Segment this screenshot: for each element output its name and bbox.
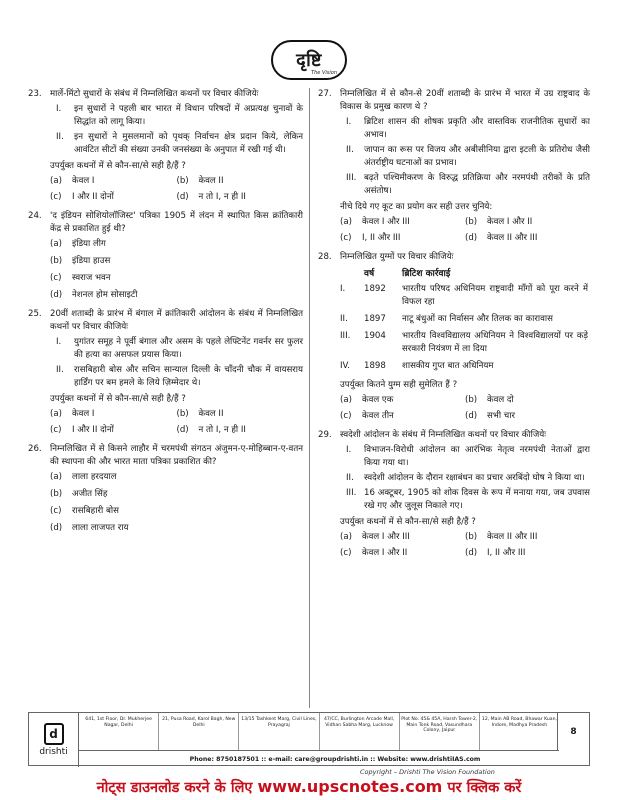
statement xyxy=(50,131,303,157)
pairs-row xyxy=(340,282,588,312)
option-a[interactable] xyxy=(50,238,303,251)
question-number: 25. xyxy=(28,309,42,319)
option-list xyxy=(50,238,303,302)
option-d[interactable] xyxy=(465,547,590,560)
option-c[interactable] xyxy=(50,505,303,518)
question-stem xyxy=(28,88,303,101)
option-list xyxy=(50,471,303,535)
statement-number: II. xyxy=(56,365,64,375)
question-stem xyxy=(318,251,590,264)
pair-action: भारतीय परिषद अधिनियम राष्ट्रवादी माँगों को पूरा करने में विफल रहा xyxy=(402,284,588,307)
column-divider xyxy=(309,88,310,708)
pairs-header-row xyxy=(340,267,588,282)
option-text: केवल II और III xyxy=(487,233,538,243)
option-text: इंडिया लीग xyxy=(72,239,106,249)
footer-address: 13/15 Tashkent Marg, Civil Lines, Prayagraj xyxy=(239,713,319,750)
statement-list xyxy=(50,103,303,157)
question-27 xyxy=(318,88,590,245)
question-stem xyxy=(28,443,303,469)
question-number: 28. xyxy=(318,252,332,262)
question-prompt: नीचे दिये गए कूट का प्रयोग कर सही उत्तर चुनिये: xyxy=(340,202,493,212)
question-26 xyxy=(28,443,303,535)
pairs-row xyxy=(340,312,588,329)
statement-text: युगांतर समूह ने पूर्वी बंगाल और असम के पहले लेफ्टिनेंट गवर्नर सर फुलर की हत्या का असफल प्रयास किया। xyxy=(74,337,303,360)
option-text: केवल I xyxy=(72,176,95,186)
question-text: निम्नलिखित में से कौन-से 20वीं शताब्दी के प्रारंभ में भारत में उग्र राष्ट्रवाद के विकास के प्रमुख कारण थे ? xyxy=(340,89,590,112)
question-28 xyxy=(318,251,590,423)
pair-action: शासकीय गुप्त बात अधिनियम xyxy=(402,361,494,371)
option-label: (b) xyxy=(176,409,189,419)
option-label: (c) xyxy=(340,548,352,558)
option-b[interactable] xyxy=(50,255,303,268)
question-prompt: उपर्युक्त कितने युग्म सही सुमेलित हैं ? xyxy=(340,380,458,390)
statement-number: III. xyxy=(346,173,357,183)
question-prompt: उपर्युक्त कथनों में से कौन-सा/से सही है/हैं ? xyxy=(340,517,476,527)
statement xyxy=(50,364,303,390)
option-label: (a) xyxy=(50,472,62,482)
statement-list xyxy=(50,336,303,390)
question-number: 27. xyxy=(318,89,332,99)
footer-logo-name: drishti xyxy=(39,747,68,757)
statement-number: II. xyxy=(346,473,354,483)
option-text: इंडिया हाउस xyxy=(72,256,111,266)
question-text: 20वीं शताब्दी के प्रारंभ में बंगाल में क्रांतिकारी आंदोलन के संबंध में निम्नलिखित कथनों पर विचार कीजियेः xyxy=(50,309,303,332)
footer-logo xyxy=(29,713,79,767)
option-label: (a) xyxy=(50,409,62,419)
option-label: (c) xyxy=(50,425,62,435)
option-list xyxy=(340,216,590,245)
option-text: केवल दो xyxy=(487,395,514,405)
footer-addresses xyxy=(79,713,559,751)
option-label: (a) xyxy=(340,532,352,542)
option-b[interactable] xyxy=(177,175,304,188)
pair-action: भारतीय विश्वविद्यालय अधिनियम ने विश्वविद्यालयों पर कड़े सरकारी नियंत्रण में ला दिया xyxy=(402,331,588,354)
option-d[interactable] xyxy=(465,410,590,423)
pair-number: II. xyxy=(340,314,348,324)
option-text: केवल I xyxy=(72,409,95,419)
pair-year: 1904 xyxy=(364,331,386,341)
option-d[interactable] xyxy=(177,191,304,204)
statement xyxy=(340,487,590,513)
pairs-table xyxy=(340,267,588,376)
question-stem xyxy=(318,88,590,114)
option-text: केवल एक xyxy=(362,395,394,405)
option-b[interactable] xyxy=(465,531,590,544)
statement xyxy=(50,336,303,362)
option-text: केवल I और III xyxy=(362,217,410,227)
statement-number: I. xyxy=(56,104,62,114)
option-c[interactable] xyxy=(340,410,465,423)
statement-text: ब्रिटिश शासन की शोषक प्रकृति और वास्तविक राजनीतिक सुधारों का अभाव। xyxy=(364,117,590,140)
question-24 xyxy=(28,210,303,302)
option-list xyxy=(50,408,303,437)
pairs-row xyxy=(340,329,588,359)
option-list xyxy=(340,394,590,423)
option-text: केवल I और III xyxy=(362,532,410,542)
option-label: (d) xyxy=(176,192,189,202)
statement-text: 16 अक्टूबर, 1905 को शोक दिवस के रूप में मनाया गया, जब उपवास रखे गए और जुलूस निकाले गए। xyxy=(364,488,590,511)
option-c[interactable] xyxy=(50,272,303,285)
drishti-logo xyxy=(271,40,347,80)
option-text: स्वराज भवन xyxy=(72,273,111,283)
footer-address: 12, Main AB Road, Bhawar Kuan, Indore, Madhya Pradesh xyxy=(481,717,557,728)
option-c[interactable] xyxy=(340,232,465,245)
option-label: (b) xyxy=(465,217,478,227)
option-label: (b) xyxy=(50,489,63,499)
download-banner[interactable] xyxy=(0,777,618,797)
pairs-header-action: ब्रिटिश कार्रवाई xyxy=(402,269,451,279)
option-label: (d) xyxy=(50,523,63,533)
option-text: केवल II xyxy=(198,409,224,419)
pair-number: III. xyxy=(340,331,351,341)
option-a[interactable] xyxy=(50,175,177,188)
option-label: (b) xyxy=(50,256,63,266)
option-text: केवल I और II xyxy=(362,548,408,558)
question-text: 'द इंडियन सोशियोलॉजिस्ट' पत्रिका 1905 में लंदन में स्थापित किस क्रांतिकारी केंद्र से प्रकाशित हुई थी? xyxy=(50,211,303,234)
statement-text: स्वदेशी आंदोलन के दौरान रक्षाबंधन का प्रचार अरबिंदो घोष ने किया था। xyxy=(364,473,585,483)
option-label: (b) xyxy=(465,395,478,405)
option-text: I, II और III xyxy=(487,548,526,558)
option-text: अजीत सिंह xyxy=(72,489,108,499)
option-text: सभी चार xyxy=(487,411,516,421)
option-text: लाला लाजपत राय xyxy=(72,523,129,533)
option-label: (d) xyxy=(176,425,189,435)
option-a[interactable] xyxy=(50,471,303,484)
question-number: 24. xyxy=(28,211,42,221)
statement-text: जापान का रूस पर विजय और अबीसीनिया द्वारा इटली के प्रतिरोध जैसी अंतर्राष्ट्रीय घटनाओं का प्रभाव। xyxy=(364,145,590,168)
pairs-header-year: वर्ष xyxy=(364,269,375,279)
option-text: केवल II xyxy=(198,176,224,186)
question-text: स्वदेशी आंदोलन के संबंध में निम्नलिखित कथनों पर विचार कीजियेः xyxy=(340,430,546,440)
question-prompt: उपर्युक्त कथनों में से कौन-सा/से सही है/हैं ? xyxy=(50,394,186,404)
footer-address: 47/CC, Burlington Arcade Mall, Vidhan Sabha Marg, Lucknow xyxy=(320,713,400,750)
option-d[interactable] xyxy=(465,232,590,245)
option-text: केवल II और III xyxy=(487,532,538,542)
page-number: 8 xyxy=(557,713,589,751)
statement-list xyxy=(340,116,590,198)
option-d[interactable] xyxy=(50,522,303,535)
statement xyxy=(340,116,590,142)
question-text: निम्नलिखित युग्मों पर विचार कीजियेः xyxy=(340,252,454,262)
statement-number: I. xyxy=(56,337,62,347)
option-text: नेशनल होम सोसाइटी xyxy=(72,290,138,300)
option-a[interactable] xyxy=(340,531,465,544)
option-label: (c) xyxy=(340,411,352,421)
footer-address: 641, 1st Floor, Dr. Mukherjee Nagar, Delhi xyxy=(79,713,159,750)
option-label: (b) xyxy=(176,176,189,186)
option-d[interactable] xyxy=(50,289,303,302)
option-list xyxy=(50,175,303,204)
statement xyxy=(340,144,590,170)
question-prompt: उपर्युक्त कथनों में से कौन-सा/से सही है/हैं ? xyxy=(50,161,186,171)
option-c[interactable] xyxy=(50,424,177,437)
option-label: (a) xyxy=(50,176,62,186)
option-text: केवल तीन xyxy=(362,411,394,421)
statement-list xyxy=(340,444,590,513)
question-text: निम्नलिखित में से किसने लाहौर में चरमपंथी संगठन अंजुमन-ए-मोहिब्बान-ए-वतन की स्थापना की और भारत माता पत्रिका प्रकाशित की? xyxy=(50,444,303,467)
statement-text: बढ़ते पश्चिमीकरण के विरुद्ध प्रतिक्रिया और नरमपंथी तरीकों के प्रति असंतोष। xyxy=(364,173,590,196)
footer-address: 21, Pusa Road, Karol Bagh, New Delhi xyxy=(159,713,239,750)
option-a[interactable] xyxy=(50,408,177,421)
option-label: (a) xyxy=(340,395,352,405)
pair-year: 1897 xyxy=(364,314,386,324)
option-text: लाला हरदयाल xyxy=(72,472,117,482)
statement-number: I. xyxy=(346,445,352,455)
pairs-row xyxy=(340,359,588,376)
pair-number: IV. xyxy=(340,361,351,371)
option-text: न तो I, न ही II xyxy=(198,192,246,202)
option-label: (c) xyxy=(340,233,352,243)
footer-logo-mark: d xyxy=(44,723,64,745)
footer-contact: Phone: 8750187501 :: e-mail: care@groupdrishti.in :: Website: www.drishtiIAS.com xyxy=(189,755,481,763)
question-25 xyxy=(28,308,303,437)
option-label: (d) xyxy=(465,233,478,243)
option-label: (d) xyxy=(465,548,478,558)
statement-text: रासबिहारी बोस और सचिन सान्याल दिल्ली के चाँदनी चौक में वायसराय हार्डिंग पर बम हमले के लिये ज़िम्मेदार थे। xyxy=(74,365,303,388)
option-label: (a) xyxy=(340,217,352,227)
pair-year: 1898 xyxy=(364,361,386,371)
statement-text: विभाजन-विरोधी आंदोलन का आरंभिक नेतृत्व नरमपंथी नेताओं द्वारा किया गया था। xyxy=(364,445,590,468)
option-text: केवल I और II xyxy=(487,217,533,227)
option-label: (a) xyxy=(50,239,62,249)
statement xyxy=(340,172,590,198)
statement-number: I. xyxy=(346,117,352,127)
option-text: I और II दोनों xyxy=(72,425,114,435)
option-label: (c) xyxy=(50,192,62,202)
option-b[interactable] xyxy=(465,394,590,407)
option-c[interactable] xyxy=(340,547,465,560)
statement-number: III. xyxy=(346,488,357,498)
option-d[interactable] xyxy=(177,424,304,437)
question-number: 23. xyxy=(28,89,42,99)
question-29 xyxy=(318,429,590,560)
pair-action: नाटू बंधुओं का निर्वासन और तिलक का कारावास xyxy=(402,314,553,324)
pair-number: I. xyxy=(340,284,346,294)
statement xyxy=(340,444,590,470)
pairs-header-blank xyxy=(340,267,364,282)
copyright-note: Copyright – Drishti The Vision Foundation xyxy=(360,768,495,776)
statement-number: II. xyxy=(56,132,64,142)
question-23 xyxy=(28,88,303,204)
option-b[interactable] xyxy=(177,408,304,421)
left-column xyxy=(28,88,303,541)
statement-text: इन सुधारों ने मुसलमानों को पृथक् निर्वाचन क्षेत्र प्रदान किये, लेकिन आवंटित सीटों की संख्या उनकी जनसंख्या के अनुपात में रखी गई थी। xyxy=(74,132,303,155)
option-label: (c) xyxy=(50,273,62,283)
logo-tagline: The Vision xyxy=(311,70,337,76)
option-label: (d) xyxy=(465,411,478,421)
question-number: 29. xyxy=(318,430,332,440)
option-label: (b) xyxy=(465,532,478,542)
question-stem xyxy=(318,429,590,442)
question-stem xyxy=(28,210,303,236)
question-stem xyxy=(28,308,303,334)
banner-link[interactable]: www.upscnotes.com xyxy=(257,777,443,796)
option-b[interactable] xyxy=(50,488,303,501)
option-text: I और II दोनों xyxy=(72,192,114,202)
statement xyxy=(50,103,303,129)
option-label: (d) xyxy=(50,290,63,300)
option-text: रासबिहारी बोस xyxy=(72,506,119,516)
option-list xyxy=(340,531,590,560)
statement-number: II. xyxy=(346,145,354,155)
statement xyxy=(340,472,590,485)
option-b[interactable] xyxy=(465,216,590,229)
option-text: न तो I, न ही II xyxy=(198,425,246,435)
right-column xyxy=(318,88,590,566)
question-text: मार्ले-मिंटो सुधारों के संबंध में निम्नलिखित कथनों पर विचार कीजियेः xyxy=(50,89,259,99)
banner-suffix: पर क्लिक करें xyxy=(442,780,522,796)
option-text: I, II और III xyxy=(362,233,401,243)
footer-address: Plot No. 45& 45A, Harsh Tower-2, Main Tonk Road, Vasundhara Colony, Jaipur xyxy=(400,713,480,750)
footer xyxy=(28,712,590,766)
option-a[interactable] xyxy=(340,394,465,407)
logo-text: दृष्टि xyxy=(296,50,322,71)
question-number: 26. xyxy=(28,444,42,454)
statement-text: इन सुधारों ने पहली बार भारत में विधान परिषदों में अप्रत्यक्ष चुनावों के सिद्धांत को लागू किया। xyxy=(74,104,303,127)
banner-prefix: नोट्स डाउनलोड करने के लिए xyxy=(96,780,258,796)
option-c[interactable] xyxy=(50,191,177,204)
pair-year: 1892 xyxy=(364,284,386,294)
option-label: (c) xyxy=(50,506,62,516)
option-a[interactable] xyxy=(340,216,465,229)
